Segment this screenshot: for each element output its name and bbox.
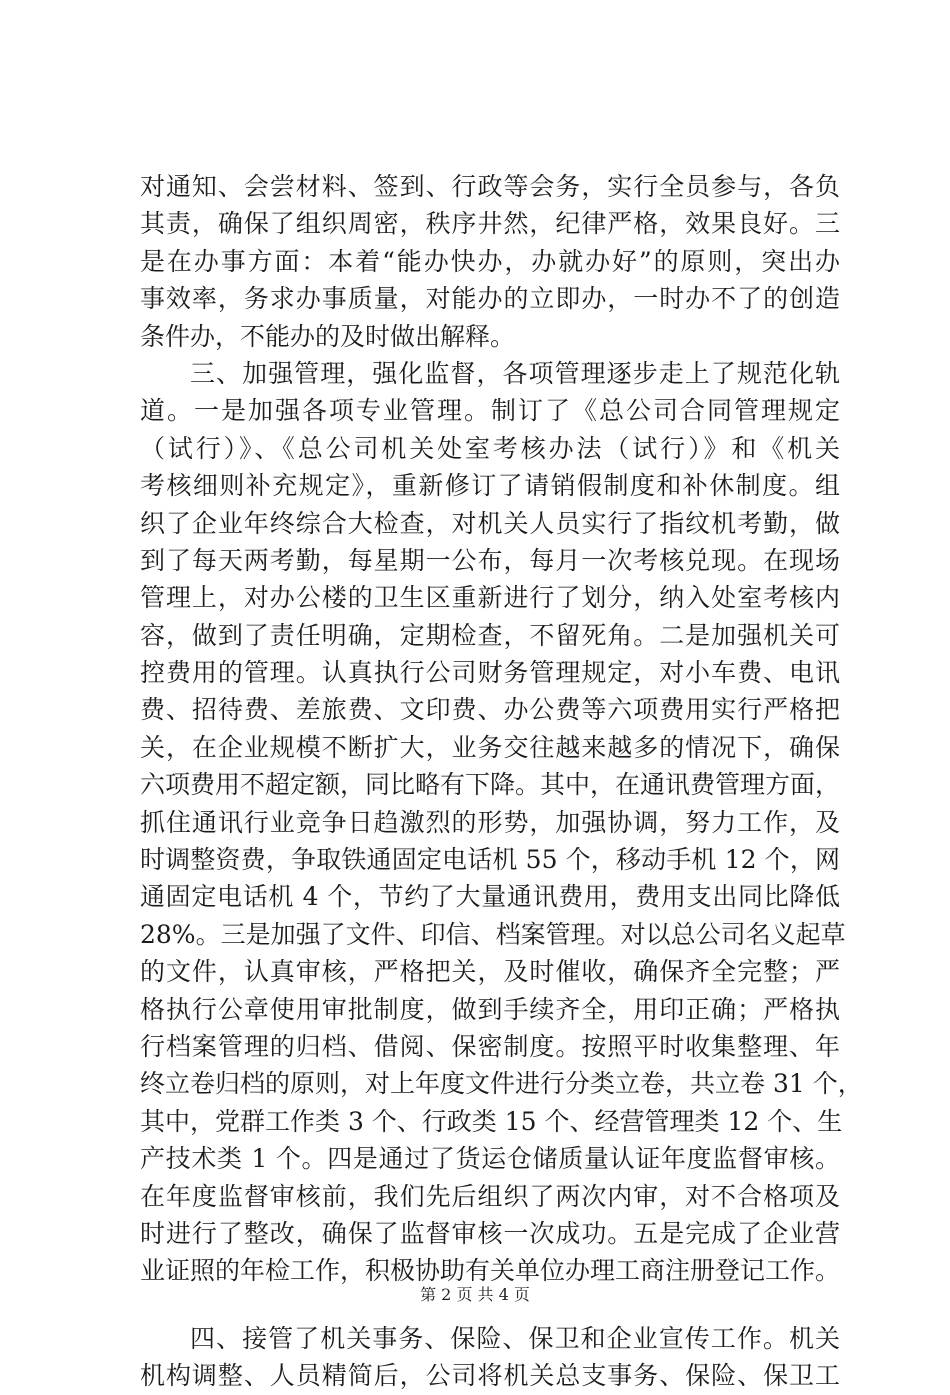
text-line: 管理上，对办公楼的卫生区重新进行了划分，纳入处室考核内 [140,583,840,613]
text-line: 容，做到了责任明确，定期检查，不留死角。二是加强机关可 [140,620,840,650]
text-line: 织了企业年终综合大检查，对机关人员实行了指纹机考勤，做 [140,508,840,538]
text-line: 考核细则补充规定》，重新修订了请销假制度和补休制度。组 [140,471,840,501]
text-line: 格执行公章使用审批制度，做到手续齐全，用印正确；严格执 [140,994,840,1024]
text-line: （试行）》、《总公司机关处室考核办法（试行）》和《机关 [140,433,840,463]
text-line: 时进行了整改，确保了监督审核一次成功。五是完成了企业营 [140,1218,840,1248]
text-line: 对通知、会尝材料、签到、行政等会务，实行全员参与，各负 [140,172,840,201]
text-line: 是在办事方面：本着“能办快办，办就办好”的原则，突出办 [140,246,840,276]
text-line: 行档案管理的归档、借阅、保密制度。按照平时收集整理、年 [140,1031,840,1061]
text-line: 控费用的管理。认真执行公司财务管理规定，对小车费、电讯 [140,658,840,688]
text-line: 抓住通讯行业竞争日趋激烈的形势，加强协调，努力工作，及 [140,807,840,837]
text-line: 其中，党群工作类 3 个、行政类 15 个、经营管理类 12 个、生 [140,1106,843,1136]
text-line: 28%。三是加强了文件、印信、档案管理。对以总公司名义起草 [140,919,846,949]
text-line: 业证照的年检工作，积极协助有关单位办理工商注册登记工作。 [140,1256,841,1286]
text-line: 通固定电话机 4 个，节约了大量通讯费用，费用支出同比降低 [140,882,840,912]
text-line: 其责，确保了组织周密，秩序井然，纪律严格，效果良好。三 [140,209,840,239]
text-line: 关，在企业规模不断扩大，业务交往越来越多的情况下，确保 [140,732,840,762]
text-line: 的文件，认真审核，严格把关，及时催收，确保齐全完整；严 [140,957,840,987]
document-body [140,168,863,1395]
paragraph-block-3 [140,1320,840,1395]
paragraph-block-1 [140,168,840,355]
text-line: 在年度监督审核前，我们先后组织了两次内审，对不合格项及 [140,1181,840,1211]
text-line: 三、加强管理，强化监督，各项管理逐步走上了规范化轨 [190,358,840,388]
text-line: 四、接管了机关事务、保险、保卫和企业宣传工作。机关 [190,1323,840,1353]
text-line: 到了每天两考勤，每星期一公布，每月一次考核兑现。在现场 [140,545,840,575]
text-line: 时调整资费，争取铁通固定电话机 55 个，移动手机 12 个，网 [140,845,840,875]
text-line: 条件办，不能办的及时做出解释。 [140,321,516,351]
text-line: 六项费用不超定额，同比略有下降。其中，在通讯费管理方面， [140,770,841,800]
text-line: 产技术类 1 个。四是通过了货运仓储质量认证年度监督审核。 [140,1144,840,1174]
text-line: 费、招待费、差旅费、文印费、办公费等六项费用实行严格把 [140,695,840,725]
text-line: 终立卷归档的原则，对上年度文件进行分类立卷，共立卷 31 个， [140,1069,863,1099]
text-line: 机构调整、人员精简后，公司将机关总支事务、保险、保卫工 [140,1361,840,1391]
paragraph-block-2 [140,355,863,1290]
text-line: 事效率，务求办事质量，对能办的立即办，一时办不了的创造 [140,284,840,314]
text-line: 道。一是加强各项专业管理。制订了《总公司合同管理规定 [140,396,840,426]
page-footer: 第 2 页 共 4 页 [420,1285,530,1304]
